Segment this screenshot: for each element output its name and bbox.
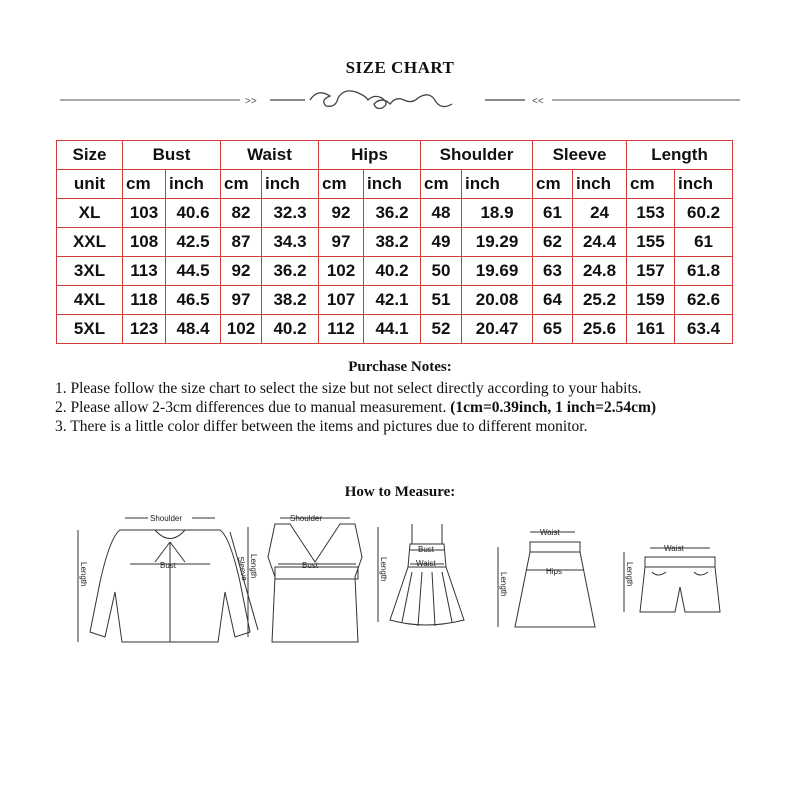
measurement-cell: 107 (319, 286, 364, 315)
measurement-cell: 159 (627, 286, 675, 315)
tank-length-label: Length (249, 554, 258, 579)
dress-length-label: Length (379, 557, 388, 582)
size-label-cell: XL (57, 199, 123, 228)
measurement-cell: 18.9 (462, 199, 533, 228)
measurement-cell: 40.6 (166, 199, 221, 228)
unit-cell: cm (319, 170, 364, 199)
measurement-cell: 20.47 (462, 315, 533, 344)
measurement-cell: 155 (627, 228, 675, 257)
measurement-cell: 61 (533, 199, 573, 228)
tank-bust-label: Bust (302, 561, 319, 570)
measurement-cell: 24.8 (573, 257, 627, 286)
note-line-1: 1. Please follow the size chart to select the size but not select directly according to your habits. (55, 380, 642, 397)
unit-cell: inch (462, 170, 533, 199)
header-length: Length (627, 141, 733, 170)
measurement-cell: 20.08 (462, 286, 533, 315)
note-line-3: 3. There is a little color differ between the items and pictures due to different monitor. (55, 418, 588, 435)
skirt-diagram (498, 528, 595, 627)
measurement-cell: 32.3 (262, 199, 319, 228)
measurement-cell: 40.2 (364, 257, 421, 286)
dress-bust-label: Bust (418, 545, 435, 554)
measurement-cell: 42.1 (364, 286, 421, 315)
measurement-cell: 112 (319, 315, 364, 344)
blouse-bust-label: Bust (160, 561, 177, 570)
measurement-cell: 161 (627, 315, 675, 344)
blouse-length-label: Length (79, 562, 88, 587)
size-label-cell: 4XL (57, 286, 123, 315)
size-rows (57, 199, 733, 344)
size-label-cell: 5XL (57, 315, 123, 344)
measurement-cell: 34.3 (262, 228, 319, 257)
measurement-cell: 97 (221, 286, 262, 315)
measurement-cell: 92 (319, 199, 364, 228)
unit-cell: cm (123, 170, 166, 199)
shorts-diagram (624, 544, 720, 612)
measurement-cell: 64 (533, 286, 573, 315)
measurement-cell: 48 (421, 199, 462, 228)
header-shoulder: Shoulder (421, 141, 533, 170)
measurement-cell: 36.2 (262, 257, 319, 286)
measurement-cell: 103 (123, 199, 166, 228)
measurement-cell: 51 (421, 286, 462, 315)
measurement-cell: 25.2 (573, 286, 627, 315)
measurement-cell: 24.4 (573, 228, 627, 257)
header-row (57, 141, 733, 170)
measurement-cell: 38.2 (262, 286, 319, 315)
header-size: Size (57, 141, 123, 170)
measurement-cell: 63.4 (675, 315, 733, 344)
measurement-cell: 61.8 (675, 257, 733, 286)
measurement-cell: 25.6 (573, 315, 627, 344)
measurement-cell: 52 (421, 315, 462, 344)
unit-cell: inch (573, 170, 627, 199)
title-ornament (55, 86, 745, 116)
measurement-cell: 82 (221, 199, 262, 228)
size-row (57, 228, 733, 257)
shorts-length-label: Length (625, 562, 634, 587)
unit-row (57, 170, 733, 199)
measurement-cell: 157 (627, 257, 675, 286)
unit-cell: inch (364, 170, 421, 199)
unit-cell: cm (421, 170, 462, 199)
size-chart-table (56, 140, 733, 344)
shorts-waist-label: Waist (664, 544, 684, 553)
measurement-cell: 62 (533, 228, 573, 257)
size-row (57, 315, 733, 344)
measurement-cell: 62.6 (675, 286, 733, 315)
measurement-cell: 44.5 (166, 257, 221, 286)
note-line-2 (55, 398, 745, 417)
dress-diagram (378, 524, 464, 626)
header-waist: Waist (221, 141, 319, 170)
measurement-cell: 36.2 (364, 199, 421, 228)
measurement-cell: 19.29 (462, 228, 533, 257)
measurement-cell: 19.69 (462, 257, 533, 286)
measurement-cell: 63 (533, 257, 573, 286)
skirt-waist-label: Waist (540, 528, 560, 537)
ornament-right-arrows: << (532, 96, 544, 107)
purchase-notes-title: Purchase Notes: (348, 359, 452, 375)
measurement-cell: 113 (123, 257, 166, 286)
measurement-cell: 40.2 (262, 315, 319, 344)
measurement-cell: 97 (319, 228, 364, 257)
measurement-cell: 153 (627, 199, 675, 228)
unit-cell: inch (262, 170, 319, 199)
measurement-cell: 108 (123, 228, 166, 257)
measurement-cell: 24 (573, 199, 627, 228)
purchase-notes (55, 379, 745, 436)
header-hips: Hips (319, 141, 421, 170)
measurement-cell: 87 (221, 228, 262, 257)
unit-cell: inch (675, 170, 733, 199)
measurement-cell: 123 (123, 315, 166, 344)
measurement-cell: 102 (221, 315, 262, 344)
header-bust: Bust (123, 141, 221, 170)
measurement-cell: 44.1 (364, 315, 421, 344)
note-line-2-text: 2. Please allow 2-3cm differences due to manual measurement. (55, 399, 451, 416)
measurement-cell: 60.2 (675, 199, 733, 228)
size-label-cell: XXL (57, 228, 123, 257)
unit-label: unit (57, 170, 123, 199)
measurement-cell: 102 (319, 257, 364, 286)
measurement-cell: 92 (221, 257, 262, 286)
measurement-cell: 49 (421, 228, 462, 257)
size-row (57, 199, 733, 228)
size-label-cell: 3XL (57, 257, 123, 286)
note-line-2-conversion: (1cm=0.39inch, 1 inch=2.54cm) (450, 399, 657, 416)
skirt-hips-label: Hips (546, 567, 563, 576)
measurement-cell: 118 (123, 286, 166, 315)
size-row (57, 257, 733, 286)
page-title: SIZE CHART (345, 58, 455, 77)
measurement-cell: 61 (675, 228, 733, 257)
measurement-cell: 65 (533, 315, 573, 344)
skirt-length-label: Length (499, 572, 508, 597)
blouse-diagram (78, 512, 258, 642)
ornament-left-arrows: >> (245, 96, 257, 107)
measurement-cell: 48.4 (166, 315, 221, 344)
blouse-sleeve-label: Sleeve (236, 555, 250, 582)
dress-waist-label: Waist (416, 559, 436, 568)
unit-cell: cm (221, 170, 262, 199)
tank-diagram (248, 514, 362, 642)
measurement-cell: 42.5 (166, 228, 221, 257)
measurement-cell: 50 (421, 257, 462, 286)
unit-cell: inch (166, 170, 221, 199)
unit-cell: cm (627, 170, 675, 199)
measurement-diagrams (60, 502, 750, 652)
header-sleeve: Sleeve (533, 141, 627, 170)
size-row (57, 286, 733, 315)
unit-cell: cm (533, 170, 573, 199)
tank-shoulder-label: Shoulder (290, 514, 323, 523)
measurement-cell: 38.2 (364, 228, 421, 257)
how-to-measure-title: How to Measure: (344, 484, 456, 500)
measurement-cell: 46.5 (166, 286, 221, 315)
blouse-shoulder-label: Shoulder (150, 514, 183, 523)
